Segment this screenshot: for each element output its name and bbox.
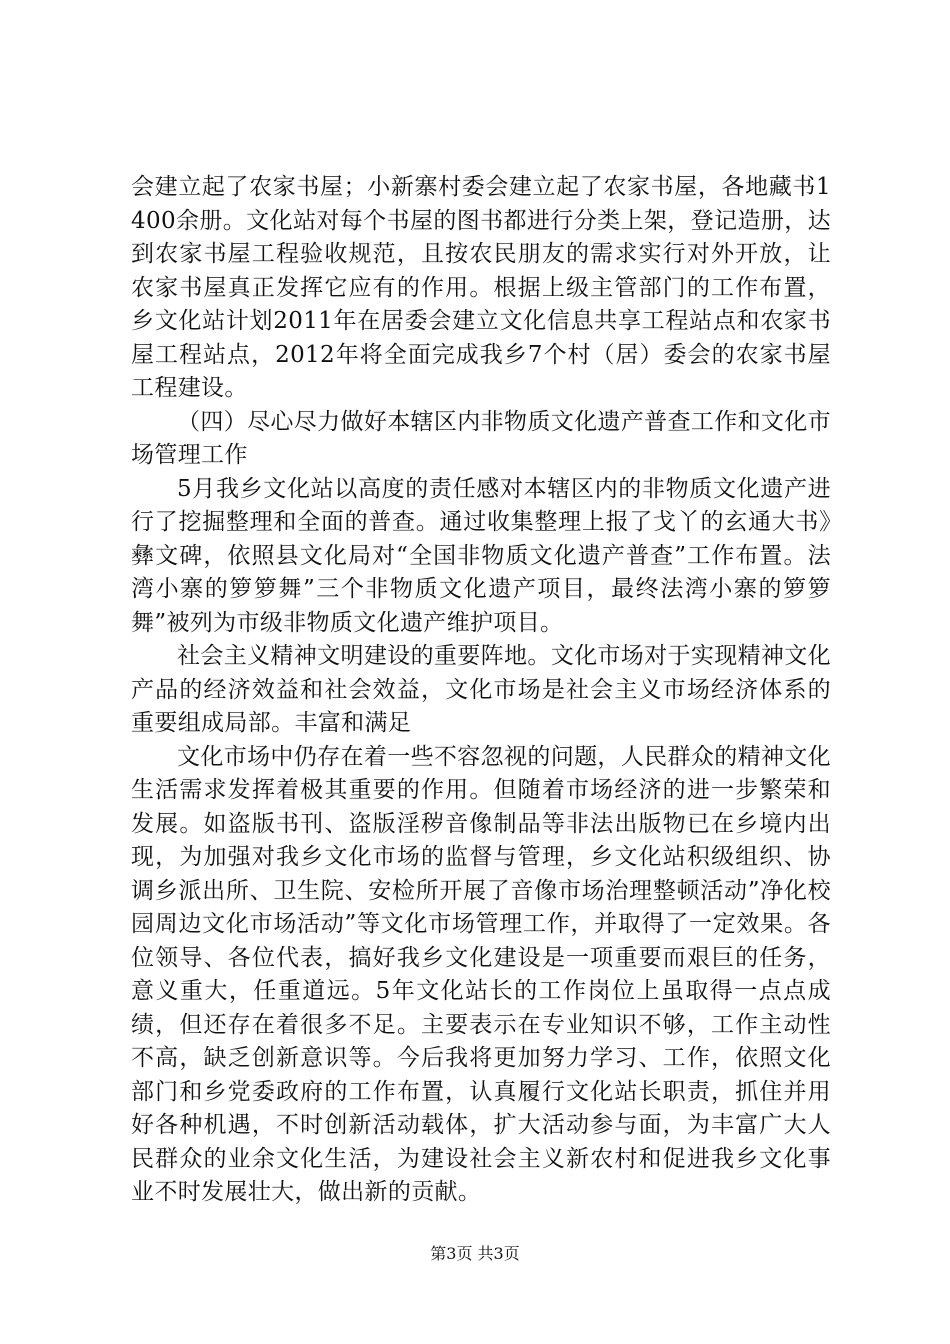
paragraph-heritage-survey: 5月我乡文化站以高度的责任感对本辖区内的非物质文化遗产进行了挖掘整理和全面的普查。通过收集整理上报了戈丫的玄通大书》彝文碑，依照县文化局对“全国非物质文化遗产普查”工作布置。法湾小寨的箩箩舞”三个非物质文化遗产项目，最终法湾小寨的箩箩舞”被列为市级非物质文化遗产维护项目。 xyxy=(131,475,831,636)
paragraph-culture-market: 社会主义精神文明建设的重要阵地。文化市场对于实现精神文化产品的经济效益和社会效益，文化市场是社会主义市场经济体系的重要组成局部。丰富和满足 xyxy=(131,643,831,736)
paragraph-continuation: 会建立起了农家书屋；小新寨村委会建立起了农家书屋，各地藏书1400余册。文化站对每个书屋的图书都进行分类上架，登记造册，达到农家书屋工程验收规范，且按农民朋友的需求实行对外开放，让农家书屋真正发挥它应有的作用。根据上级主管部门的工作布置，乡文化站计划2011年在居委会建立文化信息共享工程站点和农家书屋工程站点，2012年将全面完成我乡7个村（居）委会的农家书屋工程建设。 xyxy=(131,174,831,401)
document-body xyxy=(131,171,831,1210)
paragraph-market-management: 文化市场中仍存在着一些不容忽视的问题，人民群众的精神文化生活需求发挥着极其重要的作用。但随着市场经济的进一步繁荣和发展。如盗版书刊、盗版淫秽音像制品等非法出版物已在乡境内出现，为加强对我乡文化市场的监督与管理，乡文化站积级组织、协调乡派出所、卫生院、安检所开展了音像市场治理整顿活动”净化校园周边文化市场活动”等文化市场管理工作，并取得了一定效果。各位领导、各位代表，搞好我乡文化建设是一项重要而艰巨的任务，意义重大，任重道远。5年文化站长的工作岗位上虽取得一点点成绩，但还存在着很多不足。主要表示在专业知识不够，工作主动性不高，缺乏创新意识等。今后我将更加努力学习、工作，依照文化部门和乡党委政府的工作布置，认真履行文化站长职责，抓住并用好各种机遇，不时创新活动载体，扩大活动参与面，为丰富广大人民群众的业余文化生活，为建设社会主义新农村和促进我乡文化事业不时发展壮大，做出新的贡献。 xyxy=(131,743,831,1205)
page-number: 第3页 共3页 xyxy=(430,1244,520,1263)
section-heading: （四）尽心尽力做好本辖区内非物质文化遗产普查工作和文化市场管理工作 xyxy=(131,408,831,468)
